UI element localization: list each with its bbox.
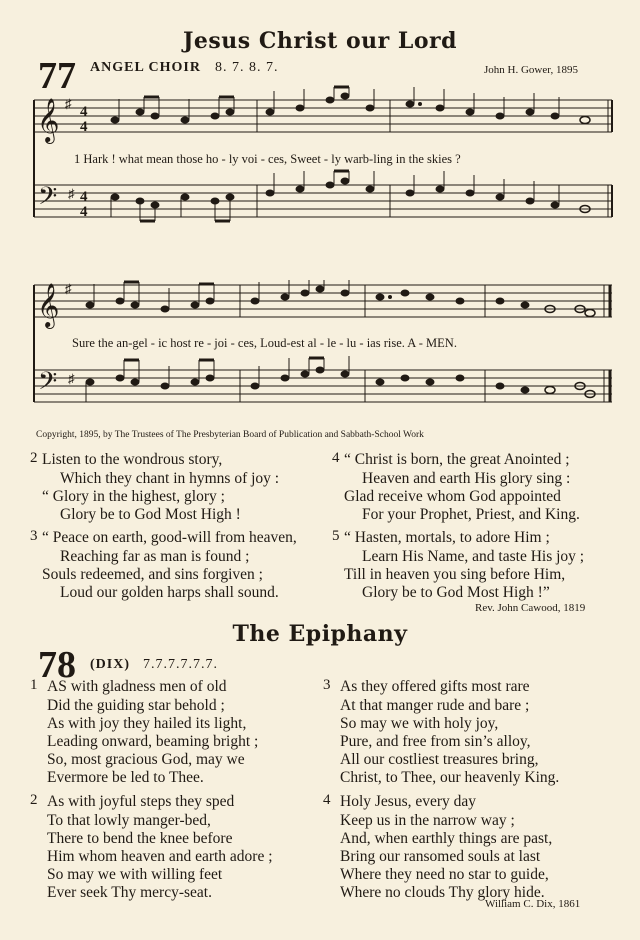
stanza-line: “ Hasten, mortals, to adore Him ; — [344, 529, 550, 546]
svg-text:4: 4 — [80, 189, 88, 205]
svg-text:♯: ♯ — [65, 96, 72, 111]
stanza-line: Pure, and free from sin’s alloy, — [340, 733, 531, 750]
stanza-line: “ Christ is born, the great Anointed ; — [344, 451, 570, 468]
svg-text:4: 4 — [80, 204, 88, 220]
stanza-line: Heaven and earth His glory sing : — [362, 470, 571, 487]
stanza-line: Glory be to God Most High ! — [60, 506, 241, 523]
stanza-line: Holy Jesus, every day — [340, 793, 477, 810]
stanza-line: As with joyful steps they sped — [47, 793, 235, 810]
stanza-line: As they offered gifts most rare — [340, 678, 530, 695]
stanza-line: Christ, to Thee, our heavenly King. — [340, 769, 560, 786]
stanza-line: There to bend the knee before — [47, 830, 233, 847]
stanza-line: So, most gracious God, may we — [47, 751, 245, 768]
hymn-78-author: William C. Dix, 1861 — [485, 898, 581, 910]
stanza-line: Leading onward, beaming bright ; — [47, 733, 259, 750]
stanza-number: 2 — [30, 792, 38, 808]
stanza-line: Bring our ransomed souls at last — [340, 848, 541, 865]
hymn-77-tune-name: ANGEL CHOIR — [90, 60, 201, 75]
stanza-line: Where no clouds Thy glory hide. — [340, 884, 545, 901]
stanza-line: Reaching far as man is found ; — [60, 548, 250, 565]
svg-text:♯: ♯ — [65, 281, 72, 296]
hymn-77-number: 77 — [38, 55, 76, 97]
copyright-notice: Copyright, 1895, by The Trustees of The Presbyterian Board of Publication and Sabbath-School Work — [36, 430, 424, 440]
stanza-number: 1 — [30, 677, 38, 693]
stanza-number: 4 — [323, 792, 331, 808]
stanza-line: To that lowly manger-bed, — [47, 812, 211, 829]
svg-text:4: 4 — [80, 104, 88, 120]
hymn-77-meter: 8. 7. 8. 7. — [215, 60, 279, 75]
stanza-line: AS with gladness men of old — [47, 678, 227, 695]
stanza-line: Keep us in the narrow way ; — [340, 812, 515, 829]
svg-text:♯: ♯ — [68, 371, 75, 386]
hymn-77-lyric-line-2: Sure the an-gel - ic host re - joi - ces, Loud-est al - le - lu - ias rise. A - MEN. — [72, 336, 457, 350]
stanza-line: Listen to the wondrous story, — [42, 451, 223, 468]
hymn-78-meter: 7.7.7.7.7.7. — [143, 657, 218, 672]
hymn-77-composer: John H. Gower, 1895 — [484, 64, 578, 76]
stanza-line: So may we with willing feet — [47, 866, 223, 883]
treble-clef-icon: 𝄞 — [37, 98, 60, 142]
stanza-line: Evermore be led to Thee. — [47, 769, 204, 786]
stanza-number: 4 — [332, 450, 340, 466]
stanza-line: Glad receive whom God appointed — [344, 488, 561, 505]
stanza-line: Loud our golden harps shall sound. — [60, 584, 279, 601]
stanza-line: Souls redeemed, and sins forgiven ; — [42, 566, 263, 583]
music-system-2 — [30, 280, 620, 430]
stanza-number: 3 — [30, 528, 38, 544]
staff-treble-1 — [34, 100, 612, 132]
stanza-line: Glory be to God Most High !” — [362, 584, 550, 601]
svg-text:4: 4 — [80, 119, 88, 135]
section-title-epiphany: The Epiphany — [232, 621, 408, 647]
hymn-78-number: 78 — [38, 644, 76, 686]
stanza-line: At that manger rude and bare ; — [340, 697, 530, 714]
stanza-line: Where they need no star to guide, — [340, 866, 549, 883]
hymn-77-author: Rev. John Cawood, 1819 — [475, 602, 586, 614]
stanza-line: “ Glory in the highest, glory ; — [42, 488, 225, 505]
stanza-line: As with joy they hailed its light, — [47, 715, 247, 732]
hymn-78-tune-name: (DIX) — [90, 657, 130, 672]
stanza-line: Him whom heaven and earth adore ; — [47, 848, 273, 865]
stanza-number: 2 — [30, 450, 38, 466]
stanza-line: Ever seek Thy mercy-seat. — [47, 884, 212, 901]
hymn-77-lyric-line-1: 1 Hark ! what mean those ho - ly voi - ces, Sweet - ly warb-ling in the skies ? — [74, 152, 461, 166]
bass-clef-icon: 𝄢 — [38, 367, 58, 402]
stanza-line: And, when earthly things are past, — [340, 830, 553, 847]
stanza-line: “ Peace on earth, good-will from heaven, — [42, 529, 297, 546]
stanza-number: 3 — [323, 677, 331, 693]
stanza-line: Till in heaven you sing before Him, — [344, 566, 566, 583]
stanza-line: All our costliest treasures bring, — [340, 751, 539, 768]
svg-text:♯: ♯ — [68, 186, 75, 201]
treble-clef-icon: 𝄞 — [37, 283, 60, 327]
stanza-line: Which they chant in hymns of joy : — [60, 470, 280, 487]
stanza-line: So may we with holy joy, — [340, 715, 499, 732]
stanza-number: 5 — [332, 528, 340, 544]
staff-bass-1 — [34, 185, 612, 217]
bass-clef-icon: 𝄢 — [38, 182, 58, 217]
stanza-line: Did the guiding star behold ; — [47, 697, 225, 714]
stanza-line: Learn His Name, and taste His joy ; — [362, 548, 585, 565]
stanza-line: For your Prophet, Priest, and King. — [362, 506, 580, 523]
section-title-jesus-christ: Jesus Christ our Lord — [182, 28, 458, 54]
